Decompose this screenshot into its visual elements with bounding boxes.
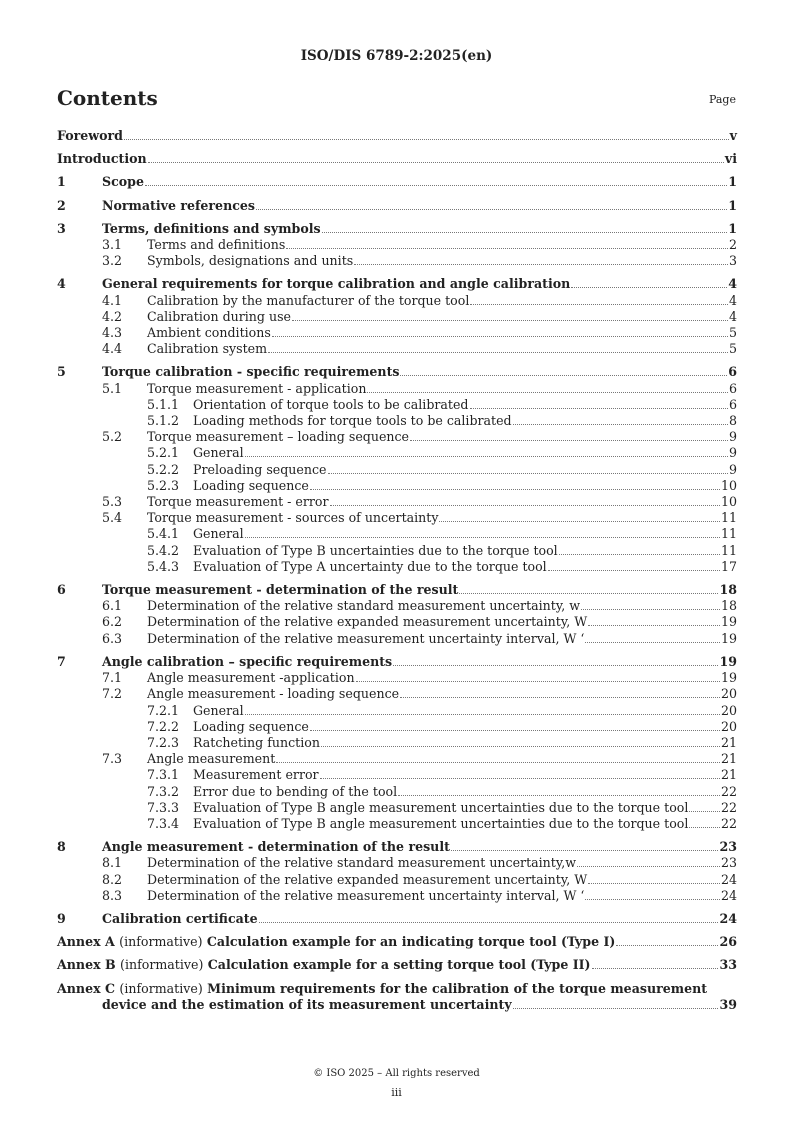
toc-entry[interactable] xyxy=(57,703,737,719)
toc-entry-number: 4 xyxy=(57,276,66,292)
toc-entry-title: Evaluation of Type A uncertainty due to the torque tool xyxy=(193,558,547,574)
toc-entry[interactable] xyxy=(57,237,737,253)
page-column-label: Page xyxy=(708,93,736,106)
toc-entry-page: 19 xyxy=(719,653,737,669)
toc-entry-page: 8 xyxy=(728,413,737,429)
dot-leader xyxy=(330,505,720,506)
toc-entry-number: 5.4.1 xyxy=(147,526,180,542)
annex-c-line-2 xyxy=(57,997,737,1013)
annex-c-line-1 xyxy=(57,981,737,997)
toc-entry[interactable] xyxy=(57,276,737,292)
dot-leader xyxy=(286,248,728,249)
toc-entry-title: Torque measurement – loading sequence xyxy=(147,429,410,445)
toc-entry-page: 3 xyxy=(728,253,737,269)
dot-leader xyxy=(439,521,720,522)
toc-entry-page: vi xyxy=(724,151,737,167)
toc-entry[interactable] xyxy=(57,510,737,526)
document-id: ISO/DIS 6789-2:2025(en) xyxy=(300,48,493,64)
toc-entry[interactable] xyxy=(57,364,737,380)
toc-entry-page: 6 xyxy=(728,364,737,380)
toc-entry-page: 1 xyxy=(728,197,737,213)
toc-entry[interactable] xyxy=(57,686,737,702)
annex-entry[interactable] xyxy=(57,957,737,973)
toc-entry[interactable] xyxy=(57,598,737,614)
dot-leader xyxy=(272,336,728,337)
toc-entry-title: Angle measurement -application xyxy=(147,670,355,686)
toc-entry[interactable] xyxy=(57,654,737,670)
dot-leader xyxy=(513,1008,719,1009)
dot-leader xyxy=(400,375,727,376)
toc-entry[interactable] xyxy=(57,526,737,542)
toc-entry-title: Foreword xyxy=(57,128,123,143)
toc-entry-title: Angle measurement - determination of the result xyxy=(102,839,450,855)
toc-entry[interactable] xyxy=(57,751,737,767)
toc-entry-number: 5 xyxy=(57,364,66,380)
toc-entry-page: 11 xyxy=(720,526,737,542)
toc-entry[interactable] xyxy=(57,670,737,686)
toc-entry-page: 11 xyxy=(720,542,737,558)
dot-leader xyxy=(124,139,729,140)
toc-entry[interactable] xyxy=(57,221,737,237)
toc-entry-title: Torque measurement - determination of the result xyxy=(102,582,459,598)
dot-leader xyxy=(470,304,728,305)
dot-leader xyxy=(470,408,728,409)
dot-leader xyxy=(145,185,727,186)
toc-entry-page: 18 xyxy=(720,598,737,614)
dot-leader xyxy=(571,287,727,288)
annex-informative-tag: (informative) xyxy=(119,934,203,950)
toc-entry-title: Orientation of torque tools to be calibrated xyxy=(193,396,469,412)
toc-entry[interactable] xyxy=(57,543,737,559)
toc-entry-number: 8.2 xyxy=(102,871,123,887)
toc-entry-number: 5.2.3 xyxy=(147,477,180,493)
toc-entry-number: 5.4 xyxy=(102,510,123,526)
toc-entry-title: Symbols, designations and units xyxy=(147,253,354,269)
toc-entry-title: Preloading sequence xyxy=(193,461,327,477)
dot-leader xyxy=(459,593,718,594)
toc-entry[interactable] xyxy=(57,735,737,751)
toc-entry-title: Scope xyxy=(102,174,144,190)
toc-entry[interactable] xyxy=(57,325,737,341)
toc-entry-title: Evaluation of Type B uncertainties due to the torque tool xyxy=(193,542,558,558)
toc-entry-page: 9 xyxy=(728,461,737,477)
toc-entry-number: 7.3 xyxy=(102,751,123,767)
toc-entry[interactable] xyxy=(57,855,737,871)
toc-entry-page: 4 xyxy=(728,308,737,324)
dot-leader xyxy=(259,922,719,923)
annex-title: Calculation example for an indicating torque tool (Type I) xyxy=(206,934,616,950)
dot-leader xyxy=(689,827,720,828)
toc-entry-number: 5.2.2 xyxy=(147,461,180,477)
toc-entry-number: 7.2.1 xyxy=(147,702,180,718)
toc-entry-title: General xyxy=(193,526,244,542)
toc-entry-number: 6.3 xyxy=(102,630,123,646)
toc-entry[interactable] xyxy=(57,816,737,832)
toc-entry-title: General requirements for torque calibration and angle calibration xyxy=(102,276,571,292)
toc-entry-page: v xyxy=(729,128,737,143)
toc-entry-title: General xyxy=(193,445,244,461)
toc-entry-number: 6.1 xyxy=(102,598,123,614)
toc-entry-title: Angle calibration – specific requirements xyxy=(102,653,393,669)
dot-leader xyxy=(581,609,720,610)
toc-entry-number: 7.2.2 xyxy=(147,718,180,734)
toc-entry-page: 33 xyxy=(719,957,737,973)
toc-entry-number: 5.4.2 xyxy=(147,542,180,558)
toc-entry-title: Calibration system xyxy=(147,341,268,357)
toc-entry-title: Determination of the relative measurement uncertainty interval, W ‘ xyxy=(147,630,585,646)
toc-entry-page: 24 xyxy=(720,887,737,903)
toc-entry-page: 4 xyxy=(728,292,737,308)
toc-entry-page: 10 xyxy=(720,477,737,493)
toc-entry-title: Angle measurement - loading sequence xyxy=(147,686,400,702)
toc-entry-page: 6 xyxy=(728,396,737,412)
toc-entry-number: 5.4.3 xyxy=(147,558,180,574)
toc-entry[interactable] xyxy=(57,559,737,575)
annex-entry-title xyxy=(57,934,615,950)
annex-title: Minimum requirements for the calibration of the torque measurement xyxy=(207,980,708,996)
toc-entry-title: Calibration during use xyxy=(147,308,291,324)
toc-entry[interactable] xyxy=(57,631,737,647)
dot-leader xyxy=(616,945,718,946)
toc-entry[interactable] xyxy=(57,253,737,269)
toc-entry-page: 26 xyxy=(719,934,737,950)
toc-entry[interactable] xyxy=(57,293,737,309)
toc-entry-title: Evaluation of Type B angle measurement uncertainties due to the torque tool xyxy=(193,799,689,815)
toc-entry-page: 23 xyxy=(719,839,737,855)
dot-leader xyxy=(548,570,720,571)
toc-entry-title: Torque calibration - specific requirements xyxy=(102,364,400,380)
toc-entry-title: Terms, definitions and symbols xyxy=(102,220,321,236)
toc-entry[interactable] xyxy=(57,767,737,783)
toc-entry-page: 19 xyxy=(720,670,737,686)
toc-entry-page: 21 xyxy=(720,751,737,767)
toc-entry[interactable] xyxy=(57,582,737,598)
toc-entry-page: 9 xyxy=(728,429,737,445)
dot-leader xyxy=(588,883,720,884)
toc-entry-page: 22 xyxy=(720,815,737,831)
dot-leader xyxy=(367,392,728,393)
toc-entry[interactable] xyxy=(57,128,737,144)
toc-entry-number: 5.2 xyxy=(102,429,123,445)
toc-entry-number: 4.1 xyxy=(102,292,123,308)
toc-entry-number: 4.4 xyxy=(102,341,123,357)
dot-leader xyxy=(245,456,728,457)
toc-entry-number: 5.3 xyxy=(102,494,123,510)
dot-leader xyxy=(592,968,719,969)
toc-entry-title: Angle measurement xyxy=(147,751,276,767)
toc-entry[interactable] xyxy=(57,872,737,888)
toc-entry-page: 21 xyxy=(720,734,737,750)
toc-entry-number: 9 xyxy=(57,910,66,926)
toc-entry-number: 1 xyxy=(57,174,66,190)
toc-entry[interactable] xyxy=(57,309,737,325)
toc-entry-page: 5 xyxy=(728,325,737,341)
annex-label: Annex A xyxy=(57,934,115,950)
toc-entry-page: 4 xyxy=(728,276,737,292)
contents-title: Contents xyxy=(57,86,158,110)
toc-entry-number: 2 xyxy=(57,197,66,213)
toc-entry[interactable] xyxy=(57,719,737,735)
toc-entry[interactable] xyxy=(57,839,737,855)
toc-entry-page: 19 xyxy=(720,614,737,630)
toc-entry[interactable] xyxy=(57,151,737,167)
toc-entry-page: 24 xyxy=(720,871,737,887)
toc-entry-number: 7.2 xyxy=(102,686,123,702)
dot-leader xyxy=(559,554,720,555)
toc-entry[interactable] xyxy=(57,911,737,927)
dot-leader xyxy=(400,697,720,698)
toc-entry-page: 39 xyxy=(719,996,737,1012)
toc-entry-page: 10 xyxy=(720,494,737,510)
toc-entry-number: 8.1 xyxy=(102,855,123,871)
annex-label: Annex B xyxy=(57,957,116,973)
toc-entry-number: 3.1 xyxy=(102,237,123,253)
dot-leader xyxy=(398,795,720,796)
toc-entry-number: 7.2.3 xyxy=(147,734,180,750)
toc-entry-title: Torque measurement - error xyxy=(147,494,329,510)
toc-entry-page: 11 xyxy=(720,510,737,526)
toc-entry[interactable] xyxy=(57,784,737,800)
toc-entry-number: 5.1.2 xyxy=(147,413,180,429)
toc-entry-title: Determination of the relative expanded measurement uncertainty, W xyxy=(147,614,588,630)
toc-entry[interactable] xyxy=(57,800,737,816)
toc-entry-title: Torque measurement - sources of uncertainty xyxy=(147,510,439,526)
toc-entry-title: Evaluation of Type B angle measurement uncertainties due to the torque tool xyxy=(193,815,689,831)
dot-leader xyxy=(292,320,728,321)
dot-leader xyxy=(513,424,728,425)
toc-entry-number: 7.3.4 xyxy=(147,815,180,831)
toc-entry-number: 5.1 xyxy=(102,380,123,396)
toc-entry-number: 4.3 xyxy=(102,325,123,341)
dot-leader xyxy=(310,730,720,731)
toc-entry-title: Calibration certificate xyxy=(102,910,258,926)
toc-entry[interactable] xyxy=(57,429,737,445)
toc-entry-title: Loading sequence xyxy=(193,477,309,493)
dot-leader xyxy=(322,232,728,233)
dot-leader xyxy=(689,811,720,812)
toc-entry-number: 5.1.1 xyxy=(147,396,180,412)
toc-entry-title: Determination of the relative standard measurement uncertainty, w xyxy=(147,598,581,614)
toc-entry-page: 20 xyxy=(720,718,737,734)
toc-entry-page: 6 xyxy=(728,380,737,396)
toc-entry-title: Loading methods for torque tools to be calibrated xyxy=(193,413,512,429)
page-number: iii xyxy=(391,1086,402,1099)
toc-entry-page: 17 xyxy=(720,558,737,574)
toc-entry-number: 4.2 xyxy=(102,308,123,324)
toc-entry-number: 7.3.3 xyxy=(147,799,180,815)
toc-entry-title: Ratcheting function xyxy=(193,734,320,750)
dot-leader xyxy=(256,209,727,210)
toc-entry-number: 6.2 xyxy=(102,614,123,630)
toc-entry-page: 1 xyxy=(728,174,737,190)
toc-entry-title: Determination of the relative expanded measurement uncertainty, W xyxy=(147,871,588,887)
dot-leader xyxy=(356,681,720,682)
toc-entry-page: 9 xyxy=(728,445,737,461)
toc-entry[interactable] xyxy=(57,198,737,214)
dot-leader xyxy=(310,489,720,490)
toc-entry[interactable] xyxy=(57,397,737,413)
toc-entry-page: 19 xyxy=(720,630,737,646)
toc-entry-page: 18 xyxy=(719,582,737,598)
dot-leader xyxy=(245,537,720,538)
toc-entry-number: 3 xyxy=(57,220,66,236)
dot-leader xyxy=(585,642,720,643)
dot-leader xyxy=(451,850,719,851)
toc-entry-title: Determination of the relative standard measurement uncertainty,w xyxy=(147,855,577,871)
toc-entry-page: 20 xyxy=(720,686,737,702)
toc-entry[interactable] xyxy=(57,614,737,630)
dot-leader xyxy=(328,473,728,474)
toc-entry-number: 8 xyxy=(57,839,66,855)
annex-informative-tag: (informative) xyxy=(119,980,203,996)
toc-entry-page: 24 xyxy=(719,910,737,926)
toc-entry[interactable] xyxy=(57,478,737,494)
dot-leader xyxy=(245,714,720,715)
toc-entry-number: 8.3 xyxy=(102,887,123,903)
toc-entry-title: Error due to bending of the tool xyxy=(193,783,398,799)
toc-entry-title: Ambient conditions xyxy=(147,325,271,341)
annex-entry-title xyxy=(57,957,591,973)
toc-entry-title: Measurement error xyxy=(193,767,319,783)
toc-entry[interactable] xyxy=(57,381,737,397)
table-of-contents xyxy=(57,128,737,1013)
toc-entry-number: 7.1 xyxy=(102,670,123,686)
toc-entry-title: Normative references xyxy=(102,197,256,213)
dot-leader xyxy=(410,440,728,441)
toc-entry-page: 23 xyxy=(720,855,737,871)
toc-entry-page: 22 xyxy=(720,783,737,799)
toc-entry[interactable] xyxy=(57,494,737,510)
toc-entry[interactable] xyxy=(57,174,737,190)
annex-entry[interactable] xyxy=(57,934,737,950)
annex-informative-tag: (informative) xyxy=(120,957,204,973)
toc-entry-title: General xyxy=(193,702,244,718)
toc-entry-page: 5 xyxy=(728,341,737,357)
toc-entry[interactable] xyxy=(57,462,737,478)
toc-entry-page: 1 xyxy=(728,220,737,236)
dot-leader xyxy=(148,162,724,163)
annex-title: Calculation example for a setting torque tool (Type II) xyxy=(207,957,591,973)
dot-leader xyxy=(585,899,720,900)
dot-leader xyxy=(320,778,720,779)
copyright-notice: © ISO 2025 – All rights reserved xyxy=(313,1068,480,1079)
toc-entry-page: 21 xyxy=(720,767,737,783)
toc-entry-title: Terms and definitions xyxy=(147,237,286,253)
dot-leader xyxy=(321,746,720,747)
toc-entry[interactable] xyxy=(57,445,737,461)
toc-entry[interactable] xyxy=(57,888,737,904)
toc-entry-number: 5.2.1 xyxy=(147,445,180,461)
dot-leader xyxy=(393,665,718,666)
toc-entry-page: 22 xyxy=(720,799,737,815)
dot-leader xyxy=(577,866,720,867)
annex-c-entry[interactable] xyxy=(57,981,737,1013)
toc-entry-title: Calibration by the manufacturer of the torque tool xyxy=(147,292,470,308)
toc-entry-title: Torque measurement - application xyxy=(147,380,367,396)
dot-leader xyxy=(268,352,728,353)
toc-entry-page: 20 xyxy=(720,702,737,718)
toc-entry-title: Determination of the relative measurement uncertainty interval, W ‘ xyxy=(147,887,585,903)
dot-leader xyxy=(354,264,728,265)
toc-entry-number: 7.3.2 xyxy=(147,783,180,799)
toc-entry-number: 6 xyxy=(57,582,66,598)
dot-leader xyxy=(588,625,720,626)
annex-label: Annex C xyxy=(57,980,116,996)
toc-entry[interactable] xyxy=(57,413,737,429)
toc-entry[interactable] xyxy=(57,341,737,357)
toc-entry-title: Loading sequence xyxy=(193,718,309,734)
toc-entry-title: Introduction xyxy=(57,151,147,167)
toc-entry-number: 3.2 xyxy=(102,253,123,269)
toc-entry-number: 7.3.1 xyxy=(147,767,180,783)
toc-entry-page: 2 xyxy=(728,237,737,253)
annex-entry-title xyxy=(57,981,707,997)
annex-title-continued: device and the estimation of its measurement uncertainty xyxy=(102,996,512,1012)
toc-entry-number: 7 xyxy=(57,653,66,669)
dot-leader xyxy=(276,762,720,763)
